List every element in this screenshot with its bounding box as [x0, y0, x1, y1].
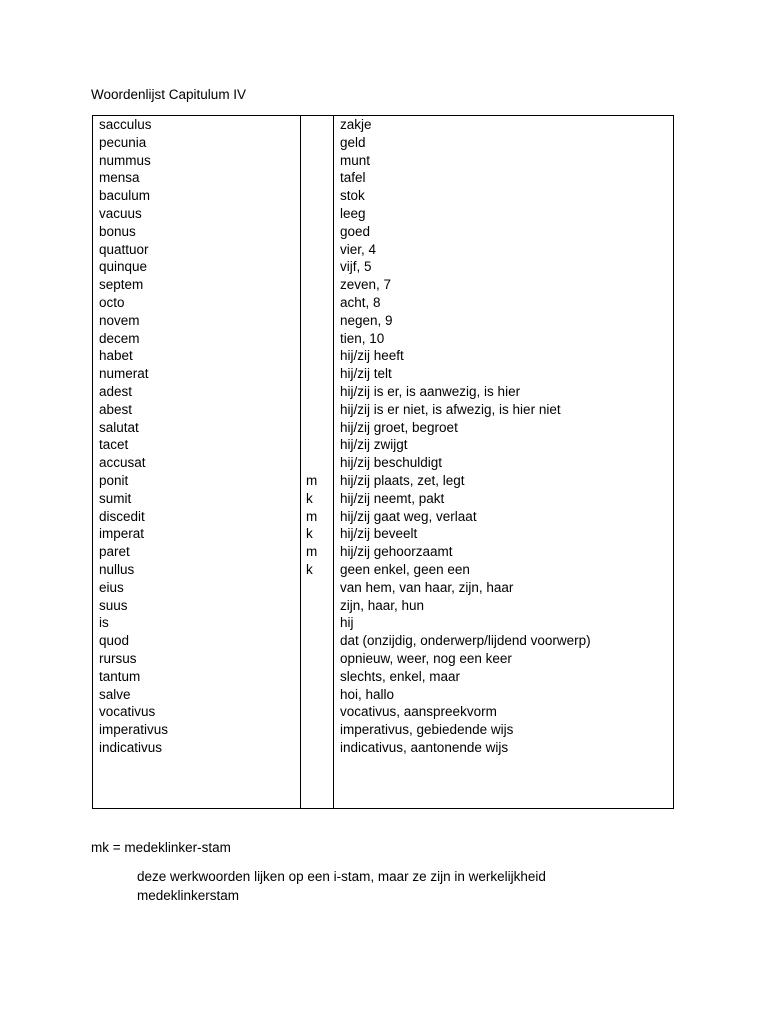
note-text: deze werkwoorden lijken op een i-stam, maar ze zijn in werkelijkheid medeklinkerstam: [137, 869, 546, 903]
latin-word: adest: [99, 383, 133, 399]
latin-word: nummus: [99, 152, 151, 168]
column-divider: [300, 116, 301, 808]
stem-mark: [306, 419, 330, 437]
stem-mark: [306, 116, 330, 134]
latin-word: vocativus: [99, 704, 156, 720]
dutch-translation: goed: [340, 223, 371, 239]
stem-mark: [306, 650, 330, 668]
dutch-translation: stok: [340, 188, 365, 204]
latin-word: quinque: [99, 259, 148, 275]
latin-word: sacculus: [99, 117, 152, 132]
latin-word: vacuus: [99, 205, 142, 221]
stem-mark: [306, 169, 330, 187]
stem-mark: [306, 703, 330, 721]
dutch-column: [340, 116, 670, 757]
stem-mark: [306, 454, 330, 472]
latin-word: novem: [99, 312, 140, 328]
latin-word: tacet: [99, 437, 129, 453]
stem-mark: [306, 597, 330, 615]
stem-mark: [306, 739, 330, 757]
latin-word: abest: [99, 401, 133, 417]
dutch-translation: leeg: [340, 205, 366, 221]
latin-word: bonus: [99, 223, 136, 239]
latin-word: decem: [99, 330, 140, 346]
latin-word: quod: [99, 633, 130, 649]
dutch-translation: tafel: [340, 170, 366, 186]
dutch-translation: hij/zij telt: [340, 366, 392, 382]
latin-word: accusat: [99, 455, 146, 471]
stem-mark: [306, 365, 330, 383]
stem-mark: [306, 134, 330, 152]
latin-word: habet: [99, 348, 133, 364]
column-divider: [333, 116, 334, 808]
stem-mark: [306, 205, 330, 223]
latin-word: eius: [99, 579, 124, 595]
dutch-translation: acht, 8: [340, 294, 381, 310]
stem-mark-column: [306, 116, 330, 757]
latin-word: octo: [99, 294, 125, 310]
stem-mark: [306, 223, 330, 241]
dutch-translation: hij/zij heeft: [340, 348, 404, 364]
stem-mark: [306, 401, 330, 419]
dutch-translation: hoi, hallo: [340, 686, 395, 702]
stem-mark: m: [306, 508, 318, 524]
dutch-translation: geld: [340, 134, 366, 150]
dutch-translation: hij/zij beschuldigt: [340, 455, 443, 471]
stem-mark: [306, 614, 330, 632]
dutch-translation: van hem, van haar, zijn, haar: [340, 579, 514, 595]
latin-word: imperat: [99, 526, 145, 542]
dutch-translation: tien, 10: [340, 330, 385, 346]
latin-word: sumit: [99, 490, 132, 506]
latin-word: pecunia: [99, 134, 147, 150]
stem-mark: [306, 312, 330, 330]
dutch-translation: hij/zij gaat weg, verlaat: [340, 508, 477, 524]
latin-word: is: [99, 615, 109, 631]
stem-mark: m: [306, 544, 318, 560]
stem-mark: [306, 668, 330, 686]
dutch-translation: hij/zij beveelt: [340, 526, 418, 542]
dutch-translation: zeven, 7: [340, 277, 392, 293]
latin-word: baculum: [99, 188, 151, 204]
stem-mark: [306, 579, 330, 597]
dutch-translation: hij/zij zwijgt: [340, 437, 408, 453]
stem-mark: [306, 294, 330, 312]
latin-word: salve: [99, 686, 131, 702]
stem-mark: [306, 152, 330, 170]
dutch-translation: zakje: [340, 117, 372, 132]
stem-mark: m: [306, 472, 318, 488]
latin-word: nullus: [99, 561, 135, 577]
dutch-translation: vier, 4: [340, 241, 377, 257]
latin-word: ponit: [99, 472, 129, 488]
legend-text: mk = medeklinker-stam: [91, 840, 231, 855]
stem-mark: k: [306, 526, 313, 542]
latin-word: paret: [99, 544, 130, 560]
latin-column: [99, 116, 297, 757]
latin-word: indicativus: [99, 739, 163, 755]
dutch-translation: hij/zij is er, is aanwezig, is hier: [340, 383, 521, 399]
dutch-translation: geen enkel, geen een: [340, 561, 470, 577]
dutch-translation: dat (onzijdig, onderwerp/lijdend voorwerp): [340, 633, 591, 649]
dutch-translation: slechts, enkel, maar: [340, 668, 461, 684]
dutch-translation: munt: [340, 152, 371, 168]
latin-word: quattuor: [99, 241, 149, 257]
stem-mark: [306, 241, 330, 259]
stem-mark: [306, 686, 330, 704]
stem-mark: [306, 330, 330, 348]
dutch-translation: hij/zij is er niet, is afwezig, is hier niet: [340, 401, 561, 417]
stem-mark: [306, 347, 330, 365]
latin-word: tantum: [99, 668, 141, 684]
latin-word: suus: [99, 597, 128, 613]
dutch-translation: hij/zij gehoorzaamt: [340, 544, 453, 560]
stem-mark: [306, 383, 330, 401]
dutch-translation: zijn, haar, hun: [340, 597, 425, 613]
dutch-translation: hij: [340, 615, 354, 631]
dutch-translation: opnieuw, weer, nog een keer: [340, 650, 512, 666]
dutch-translation: vijf, 5: [340, 259, 372, 275]
dutch-translation: negen, 9: [340, 312, 393, 328]
latin-word: numerat: [99, 366, 149, 382]
latin-word: salutat: [99, 419, 139, 435]
dutch-translation: hij/zij neemt, pakt: [340, 490, 445, 506]
stem-mark: k: [306, 490, 313, 506]
vocabulary-table: [92, 115, 674, 809]
stem-mark: k: [306, 561, 313, 577]
latin-word: mensa: [99, 170, 140, 186]
latin-word: imperativus: [99, 722, 169, 738]
stem-mark: [306, 258, 330, 276]
stem-mark: [306, 187, 330, 205]
dutch-translation: hij/zij groet, begroet: [340, 419, 458, 435]
latin-word: rursus: [99, 650, 137, 666]
dutch-translation: hij/zij plaats, zet, legt: [340, 472, 465, 488]
latin-word: discedit: [99, 508, 145, 524]
page-title: Woordenlijst Capitulum IV: [91, 87, 247, 102]
stem-mark: [306, 721, 330, 739]
stem-mark: [306, 276, 330, 294]
dutch-translation: imperativus, gebiedende wijs: [340, 722, 514, 738]
dutch-translation: indicativus, aantonende wijs: [340, 739, 509, 755]
stem-mark: [306, 436, 330, 454]
dutch-translation: vocativus, aanspreekvorm: [340, 704, 497, 720]
stem-mark: [306, 632, 330, 650]
latin-word: septem: [99, 277, 144, 293]
